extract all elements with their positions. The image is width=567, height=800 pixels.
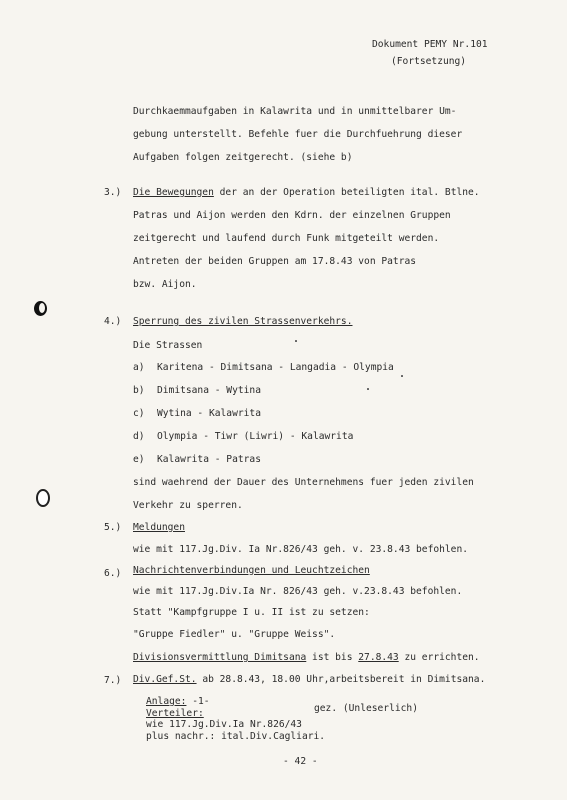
section-3-text: Die Bewegungen der an der Operation beteiligten ital. Btlne. — [133, 187, 480, 198]
road-closing-line: Verkehr zu sperren. — [133, 500, 243, 511]
section-3-line: Patras und Aijon werden den Kdrn. der einzelnen Gruppen — [133, 210, 451, 221]
page-number: - 42 - — [283, 756, 318, 767]
section-6-line: wie mit 117.Jg.Div.Ia Nr. 826/43 geh. v.23.8.43 befohlen. — [133, 586, 463, 597]
section-heading: Div.Gef.St. — [133, 674, 197, 685]
section-number: 7.) — [104, 675, 122, 686]
section-6-last-line: Divisionsvermittlung Dimitsana ist bis 27.8.43 zu errichten. — [133, 652, 480, 663]
section-number: 3.) — [104, 187, 122, 198]
section-6-line: Statt "Kampfgruppe I u. II ist zu setzen: — [133, 607, 370, 618]
section-5-line: wie mit 117.Jg.Div. Ia Nr.826/43 geh. v. 23.8.43 befohlen. — [133, 544, 469, 555]
road-name: Wytina - Kalawrita — [157, 408, 261, 419]
ink-speck — [401, 375, 403, 377]
section-3-line: bzw. Aijon. — [133, 279, 197, 290]
intro-line: Aufgaben folgen zeitgerecht. (siehe b) — [133, 152, 353, 163]
road-letter: d) — [133, 431, 145, 442]
section-number: 4.) — [104, 316, 122, 327]
intro-line: Durchkaemmaufgaben in Kalawrita und in unmittelbarer Um- — [133, 106, 457, 117]
road-letter: a) — [133, 362, 145, 373]
punch-hole-bottom — [36, 489, 50, 507]
distribution-line: plus nachr.: ital.Div.Cagliari. — [146, 731, 326, 742]
section-heading: Sperrung des zivilen Strassenverkehrs. — [133, 316, 353, 327]
section-7-text: Div.Gef.St. ab 28.8.43, 18.00 Uhr,arbeitsbereit in Dimitsana. — [133, 674, 486, 685]
section-number: 5.) — [104, 522, 122, 533]
section-heading: Die Bewegungen — [133, 187, 214, 198]
punch-hole-top — [34, 301, 47, 316]
road-letter: e) — [133, 454, 145, 465]
intro-line: gebung unterstellt. Befehle fuer die Durchfuehrung dieser — [133, 129, 463, 140]
signature: gez. (Unleserlich) — [314, 703, 418, 714]
section-3-line: Antreten der beiden Gruppen am 17.8.43 von Patras — [133, 256, 417, 267]
road-name: Karitena - Dimitsana - Langadia - Olympia — [157, 362, 394, 373]
road-name: Olympia - Tiwr (Liwri) - Kalawrita — [157, 431, 354, 442]
road-closing-line: sind waehrend der Dauer des Unternehmens fuer jeden zivilen — [133, 477, 474, 488]
road-letter: c) — [133, 408, 145, 419]
continuation-note: (Fortsetzung) — [391, 56, 467, 67]
ink-speck — [367, 388, 369, 390]
attachment-line: Anlage: -1- — [146, 696, 210, 707]
distribution-label: Verteiler: — [146, 708, 204, 719]
section-heading: Meldungen — [133, 522, 185, 533]
road-letter: b) — [133, 385, 145, 396]
section-6-line: "Gruppe Fiedler" u. "Gruppe Weiss". — [133, 629, 336, 640]
section-heading: Nachrichtenverbindungen und Leuchtzeichen — [133, 565, 370, 576]
section-3-line: zeitgerecht und laufend durch Funk mitgeteilt werden. — [133, 233, 440, 244]
road-name: Dimitsana - Wytina — [157, 385, 261, 396]
ink-speck — [295, 340, 297, 342]
road-list-intro: Die Strassen — [133, 340, 203, 351]
road-name: Kalawrita - Patras — [157, 454, 261, 465]
document-reference: Dokument PEMY Nr.101 — [372, 39, 488, 50]
distribution-line: wie 117.Jg.Div.Ia Nr.826/43 — [146, 719, 302, 730]
section-number: 6.) — [104, 568, 122, 579]
